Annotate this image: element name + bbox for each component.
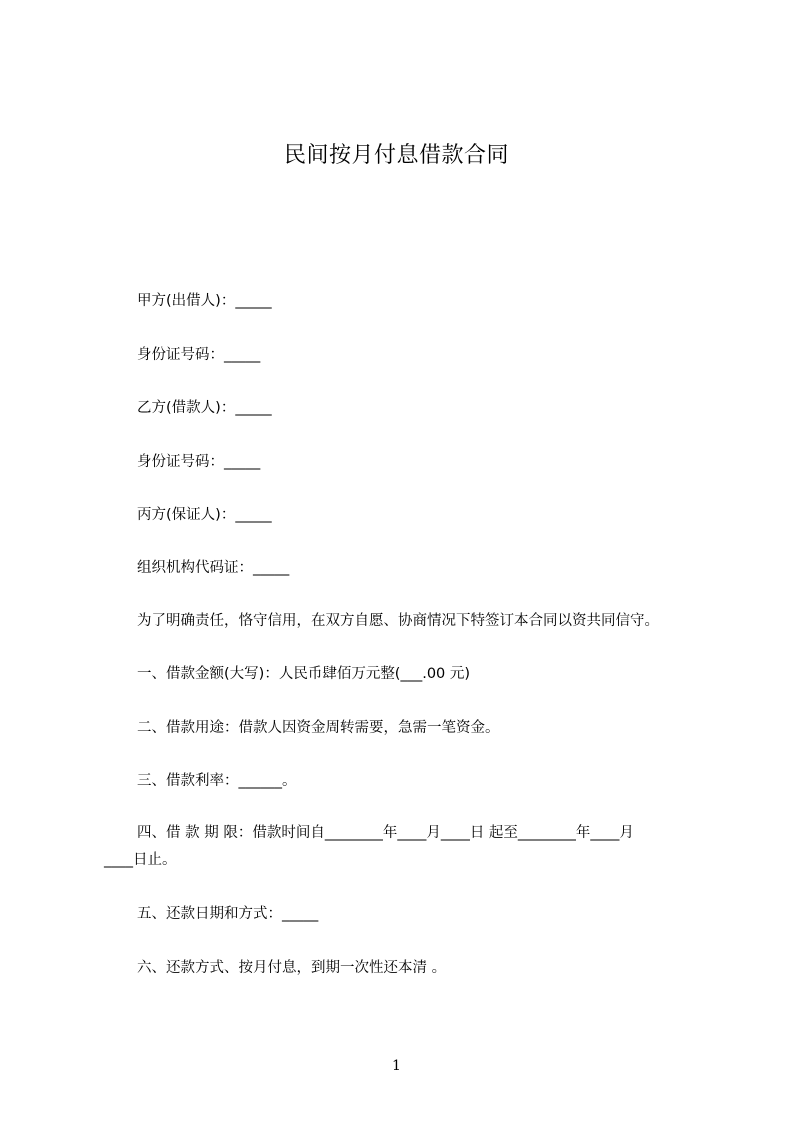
page-number: 1 bbox=[392, 1058, 401, 1074]
clause-interest-rate: 三、借款利率：______。 bbox=[137, 773, 297, 789]
clause-repayment-method: 六、还款方式、按月付息，到期一次性还本清 。 bbox=[137, 960, 447, 976]
clause-repayment-date: 五、还款日期和方式：_____ bbox=[137, 906, 319, 922]
preamble-paragraph: 为了明确责任，恪守信用，在双方自愿、协商情况下特签订本合同以资共同信守。 bbox=[137, 613, 659, 629]
clause-loan-term bbox=[104, 820, 704, 874]
borrower-line: 乙方(借款人)：_____ bbox=[137, 400, 272, 416]
document-title: 民间按月付息借款合同 bbox=[283, 143, 509, 168]
guarantor-line: 丙方(保证人)：_____ bbox=[137, 507, 272, 523]
org-code-line: 组织机构代码证：_____ bbox=[137, 560, 290, 576]
clause-loan-amount: 一、借款金额(大写)：人民币肆佰万元整(___.00 元) bbox=[137, 666, 471, 682]
clause-loan-term-line1: 四、借 款 期 限：借款时间自________年____月____日 起至________年____月 bbox=[137, 825, 634, 841]
clause-loan-term-line2: ____日止。 bbox=[104, 852, 177, 868]
borrower-id-line: 身份证号码：_____ bbox=[137, 454, 261, 470]
lender-line: 甲方(出借人)：_____ bbox=[137, 293, 272, 309]
lender-id-line: 身份证号码：_____ bbox=[137, 347, 261, 363]
clause-loan-purpose: 二、借款用途：借款人因资金周转需要，急需一笔资金。 bbox=[137, 720, 500, 736]
